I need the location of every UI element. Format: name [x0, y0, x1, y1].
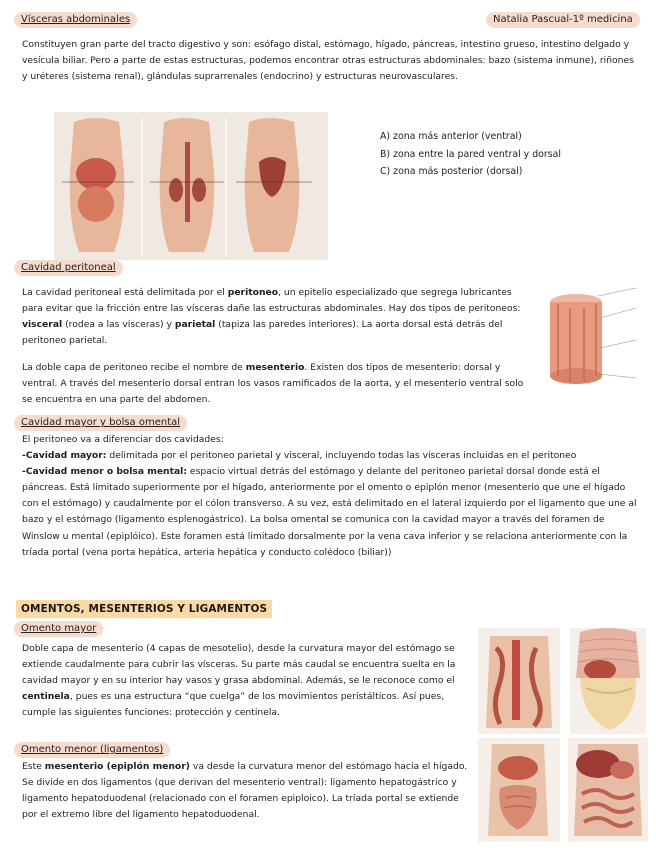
cavities-intro: El peritoneo va a diferenciar dos cavidades:	[22, 434, 224, 445]
zone-a: A) zona más anterior (ventral)	[380, 131, 522, 142]
peritoneum-figure	[536, 278, 648, 398]
omento-menor-title: Omento menor (ligamentos)	[14, 742, 170, 758]
zones-list	[380, 128, 580, 181]
omento-menor-paragraph: Este mesenterio (epiplón menor) va desde la curvatura menor del estómago hacia el hígado. Se divide en dos ligamentos (que derivan del mesenterio ventral): ligamento hepatogástrico y ligamento hepatoduodenal (relacionado con el foramen epiploico). La tríada portal se extiende por el extremo libre del ligamento hepatoduodenal.	[22, 761, 468, 821]
omentos-heading: OMENTOS, MESENTERIOS Y LIGAMENTOS	[16, 600, 272, 618]
omento-mayor-title: Omento mayor	[14, 621, 103, 637]
peritoneal-paragraph-2: La doble capa de peritoneo recibe el nombre de mesenterio. Existen dos tipos de mesenterio: dorsal y ventral. A través del mesenterio dorsal entran los vasos ramificados de la aorta, y el mesenterio ventral solo se encuentra en una parte del abdomen.	[22, 362, 524, 406]
zone-b: B) zona entre la pared ventral y dorsal	[380, 148, 561, 160]
section-title: Vísceras abdominales	[14, 12, 137, 28]
omentum-figure-3	[478, 738, 560, 842]
peritoneal-paragraph-1: La cavidad peritoneal está delimitada por el peritoneo, un epitelio especializado que segrega lubricantes para evitar que la fricción entre las vísceras dañe las estructuras abdominales. Hay dos tipos de peritoneos: visceral (rodea a las vísceras) y parietal (tapiza las paredes interiores). La aorta dorsal está detrás del peritoneo parietal.	[22, 287, 521, 347]
peritoneal-title: Cavidad peritoneal	[14, 260, 123, 276]
abdominal-zones-figure	[54, 112, 328, 260]
omentum-figure-4	[568, 738, 648, 842]
cavity-major: -Cavidad mayor: delimitada por el peritoneo parietal y visceral, incluyendo todas las vísceras incluidas en el peritoneo	[22, 450, 577, 462]
intro-paragraph: Constituyen gran parte del tracto digestivo y son: esófago distal, estómago, hígado, páncreas, intestino grueso, intestino delgado y vesícula biliar. Pero a parte de estas estructuras, podemos encontrar otras estructuras abdominales: bazo (sistema inmune), riñones y uréteres (sistema renal), glándulas suprarrenales (endocrino) y estructuras neurovasculares.	[22, 39, 634, 83]
omento-mayor-paragraph: Doble capa de mesenterio (4 capas de mesotelio), desde la curvatura mayor del estómago se extiende caudalmente para cubrir las vísceras. Su parte más caudal se encuentra suelta en la cavidad mayor y en su interior hay vasos y grasa abdominal. Además, se le reconoce como el centinela, pues es una estructura “que cuelga” de los movimientos peristálticos. Así pues, cumple las siguientes funciones: protección y centinela.	[22, 643, 456, 719]
author-label: Natalia Pascual-1º medicina	[486, 12, 640, 28]
zone-c: C) zona más posterior (dorsal)	[380, 166, 523, 177]
cavity-minor: -Cavidad menor o bolsa mental: espacio virtual detrás del estómago y delante del peritoneo parietal dorsal donde está el páncreas. Está limitado superiormente por el hígado, anteriormente por el omento o epiplón menor (mesenterio que une el hígado con el estómago) y caudalmente por el cólon transverso. A su vez, está delimitado en el lateral izquierdo por el ligamento que une al bazo y el estómago (ligamento esplenogástrico). La bolsa omental se comunica con la cavidad mayor a través del foramen de Winslow u mental (epiplóico). Este foramen está limitado dorsalmente por la vena cava inferior y se relaciona anteriormente con la tríada portal (vena porta hepática, arteria hepática y conducto colédoco (biliar))	[22, 466, 637, 558]
cavities-title: Cavidad mayor y bolsa omental	[14, 415, 187, 431]
omentum-figure-1	[478, 628, 560, 734]
cavities-paragraph	[22, 432, 644, 561]
omentum-figure-2	[570, 628, 646, 734]
